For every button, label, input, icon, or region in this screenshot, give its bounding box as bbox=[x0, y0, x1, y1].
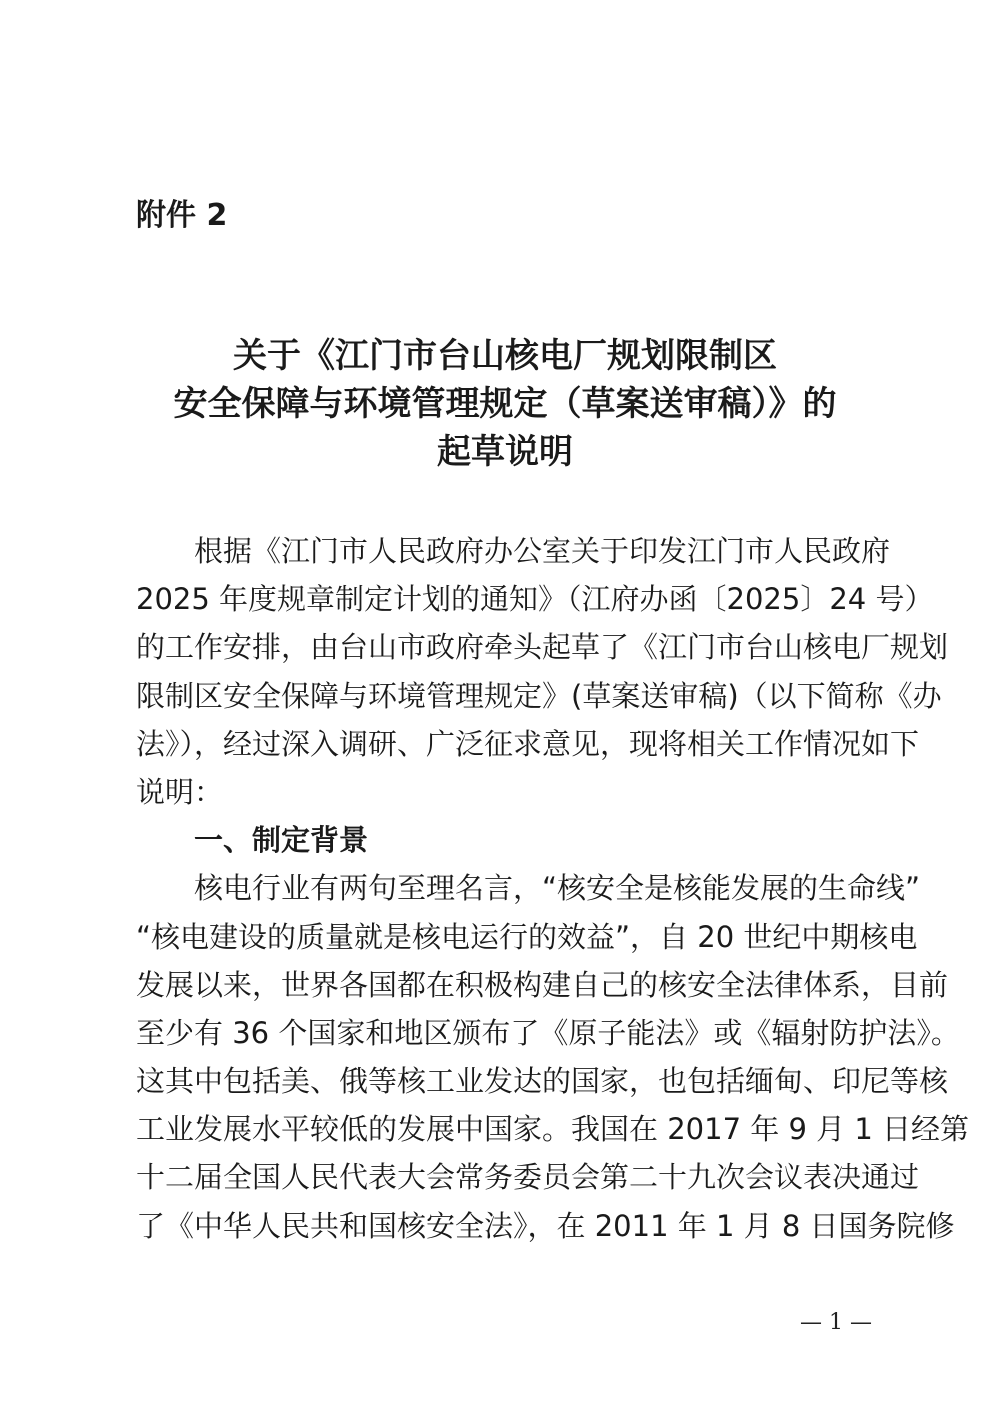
title-line-3: 起草说明 bbox=[437, 432, 573, 472]
page-number: — 1 — bbox=[800, 1310, 872, 1335]
section-heading: 一、制定背景 bbox=[194, 823, 369, 858]
document-body bbox=[136, 527, 970, 1250]
body-line: 至少有 36 个国家和地区颁布了《原子能法》或《辐射防护法》。 bbox=[136, 1015, 960, 1050]
body-line: 发展以来，世界各国都在积极构建自己的核安全法律体系，目前 bbox=[136, 967, 949, 1002]
document-title bbox=[100, 332, 910, 476]
body-line: 核电行业有两句至理名言，“核安全是核能发展的生命线” bbox=[194, 871, 921, 906]
body-line: 的工作安排，由台山市政府牵头起草了《江门市台山核电厂规划 bbox=[136, 630, 949, 665]
title-line-1: 关于《江门市台山核电厂规划限制区 bbox=[233, 336, 777, 376]
body-line: “核电建设的质量就是核电运行的效益”，自 20 世纪中期核电 bbox=[136, 919, 918, 954]
body-line: 十二届全国人民代表大会常务委员会第二十九次会议表决通过 bbox=[136, 1160, 920, 1195]
body-line: 法》），经过深入调研、广泛征求意见，现将相关工作情况如下 bbox=[136, 726, 920, 761]
body-line: 这其中包括美、俄等核工业发达的国家，也包括缅甸、印尼等核 bbox=[136, 1064, 949, 1099]
body-line: 说明： bbox=[136, 774, 224, 809]
body-line: 工业发展水平较低的发展中国家。我国在 2017 年 9 月 1 日经第 bbox=[136, 1112, 970, 1147]
body-line: 根据《江门市人民政府办公室关于印发江门市人民政府 bbox=[194, 534, 891, 568]
body-line: 2025 年度规章制定计划的通知》（江府办函〔2025〕24 号） bbox=[136, 582, 934, 617]
body-line: 了《中华人民共和国核安全法》，在 2011 年 1 月 8 日国务院修 bbox=[136, 1208, 955, 1243]
title-line-2: 安全保障与环境管理规定（草案送审稿）》的 bbox=[173, 384, 837, 424]
body-line: 限制区安全保障与环境管理规定》(草案送审稿)（以下简称《办 bbox=[136, 678, 942, 713]
attachment-label: 附件 2 bbox=[136, 198, 228, 233]
